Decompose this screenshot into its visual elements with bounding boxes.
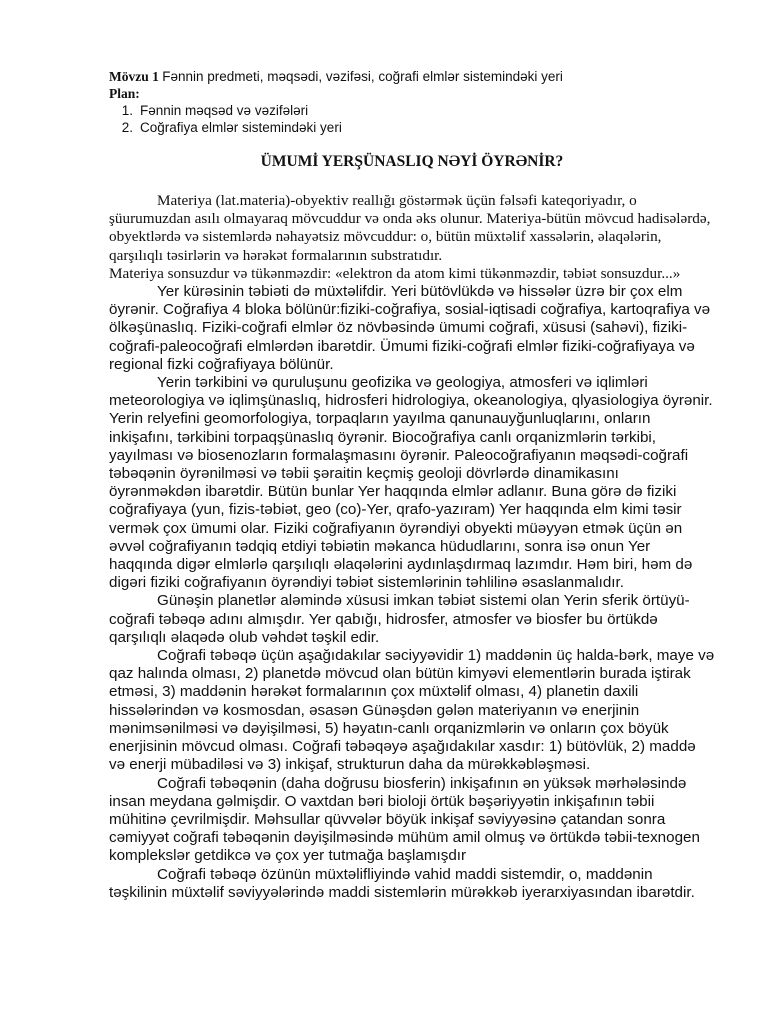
paragraph-yer-kuresi: Yer kürəsinin təbiəti də müxtəlifdir. Yeri bütövlükdə və hissələr üzrə bir çox elm öyrənir. Coğrafiya 4 bloka bölünür:fiziki-coğrafiya, sosial-iqtisadi coğrafiya, kartoqrafiya və ölkəşünaslıq. Fiziki-coğrafi elmlər öz növbəsində ümumi coğrafi, xüsusi (sahəvi), fiziki-coğrafi-paleocoğrafi elmlərdən ibarətdir. Ümumi fiziki-coğrafi elmlər fiziki-coğrafiyaya və regional fizki coğrafiyaya bölünür.: [109, 283, 711, 373]
plan-label: Plan:: [109, 86, 140, 101]
plan-list: [109, 102, 715, 136]
paragraph-yerin-terkibi: Yerin tərkibini və quruluşunu geofizika və geologiya, atmosferi və iqlimləri meteorologiya və iqlimşünaslıq, hidrosferi hidrologiya, okeanologiya, qlyasiologiya öyrənir. Yerin relyefini geomorfologiya, torpaqların yayılma qanunauyğunluqlarını, onların inkişafını, tərkibini torpaqşünaslıq öyrənir. Biocoğrafiya canlı orqanizmlərin tərkibi, yayılması və biosenozların formalaşmasını öyrənir. Paleocoğrafiyanın məqsədi-coğrafi təbəqənin öyrənilməsi və təbii şəraitin keçmiş geoloji dövrlərdə dinamikasını öyrənməkdən ibarətdir. Bütün bunlar Yer haqqında elmlər adlanır. Buna görə də fiziki coğrafiyaya (yun, fizis-təbiət, geo (co)-Yer, qrafo-yazıram) Yer haqqında elm kimi təsir vermək çox ümumi olar. Fiziki coğrafiyanın öyrəndiyi obyekti müəyyən etmək üçün ən əvvəl coğrafiyanın tədqiq etdiyi təbiətin məkanca hüdudlarını, sonra isə onun Yer haqqında digər elmlərlə qarşılıqlı əlaqələrini aydınlaşdırmaq lazımdır. Həm biri, həm də digəri fiziki coğrafiyanın öyrəndiyi təbiət sistemlərinin təhlilinə əsaslanmalıdır.: [109, 374, 713, 592]
plan-item-text: Fənnin məqsəd və vəzifələri: [140, 103, 309, 118]
paragraph-materiya: Materiya (lat.materia)-obyektiv reallığı göstərmək üçün fəlsəfi kateqoriyadır, o şüurumuzdan asılı olmayaraq mövcuddur və onda əks olunur. Materiya-bütün mövcud hadisələrdə, obyektlərdə və sistemlərdə nəhayətsiz mövcuddur: o, bütün müxtəlif xassələrin, əlaqələrin, qarşılıqlı təsirlərin və hərəkət formalarının substratıdır.: [109, 192, 711, 264]
paragraph-cografi-tebeqe: Günəşin planetlər aləmində xüsusi imkan təbiət sistemi olan Yerin sferik örtüyü-coğrafi təbəqə adını almışdır. Yer qabığı, hidrosfer, atmosfer və biosfer bu örtükdə qarşılıqlı əlaqədə olub vəhdət təşkil edir.: [109, 592, 690, 646]
plan-item-text: Coğrafiya elmlər sistemindəki yeri: [140, 120, 342, 135]
paragraph-vahid-sistem: Coğrafi təbəqə özünün müxtəlifliyində vahid maddi sistemdir, o, maddənin təşkilinin müxtəlif səviyyələrində maddi sistemlərin mürəkkəb iyerarxiyasından ibarətdir.: [109, 865, 695, 901]
document-page: [109, 68, 715, 902]
plan-item: [109, 102, 715, 119]
plan-item-number: 2.: [121, 120, 133, 135]
paragraph-insan: Coğrafi təbəqənin (daha doğrusu biosferin) inkişafının ən yüksək mərhələsində insan meydana gəlmişdir. O vaxtdan bəri bioloji örtük bəşəriyyətin inkişafının təbii mühitinə çevrilmişdir. Məhsullar qüvvələr böyük inkişaf səviyyəsinə çatandan sonra cəmiyyət coğrafi təbəqənin dəyişilməsində mühüm amil olmuş və örtükdə təbii-texnogen komplekslər getdikcə və çox yer tutmağa başlamışdır: [109, 774, 700, 865]
paragraph-materiya-sonsuz: Materiya sonsuzdur və tükənməzdir: «elektron da atom kimi tükənməzdir, təbiət sonsuzdur...»: [109, 264, 681, 282]
topic-label: Mövzu 1: [109, 69, 159, 84]
section-heading: ÜMUMİ YERŞÜNASLIQ NƏYİ ÖYRƏNİR?: [260, 153, 564, 170]
plan-item-number: 1.: [121, 103, 133, 118]
topic-text: Fənnin predmeti, məqsədi, vəzifəsi, coğrafi elmlər sistemindəki yeri: [162, 69, 563, 84]
topic-line: [109, 68, 715, 85]
plan-item: [109, 119, 715, 136]
paragraph-seciyyevi: Coğrafi təbəqə üçün aşağıdakılar səciyyəvidir 1) maddənin üç halda-bərk, maye və qaz halında olması, 2) planetdə mövcud olan bütün kimyəvi elementlərin burada iştirak etməsi, 3) maddənin hərəkət formalarının çox müxtəlif olması, 4) planetin daxili hissələrindən və kosmosdan, əsasən Günəşdən gələn materiyanın və enerjinin mənimsənilməsi və dəyişilməsi, 5) həyatın-canlı orqanizmlərin və onların çox böyük enerjisinin mövcud olması. Coğrafi təbəqəyə aşağıdakılar xasdır: 1) bütövlük, 2) maddə və enerji mübadiləsi və 3) inkişaf, strukturun daha da mürəkkəbləşməsi.: [109, 647, 715, 774]
